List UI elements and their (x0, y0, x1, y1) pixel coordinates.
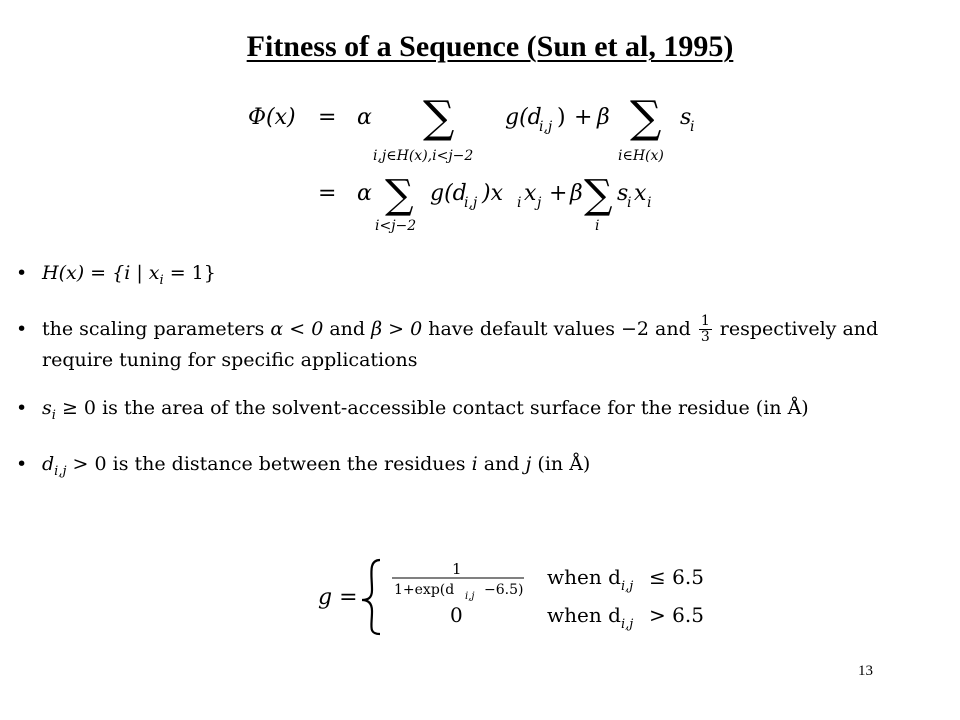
bullet-scaling-parameters (16, 314, 951, 376)
beta-1: β (597, 105, 610, 130)
s-term-1: s (680, 105, 692, 130)
left-brace (362, 560, 380, 634)
x-j-sub: j (537, 195, 542, 211)
beta-2: β (570, 181, 583, 206)
sum-symbol-3: ∑ (385, 172, 414, 218)
bullet-dot: • (16, 453, 28, 476)
equals-2: = (318, 181, 337, 206)
bullet-dot: • (16, 262, 28, 284)
when-2-sub: i,j (621, 617, 634, 632)
when-2: when d (547, 603, 621, 627)
sum-subscript-2: i∈H(x) (618, 148, 664, 164)
bullet-surface-area (16, 393, 951, 431)
sum-symbol-4: ∑ (584, 172, 613, 218)
g-term-1: g(d (505, 105, 542, 130)
plus-1: + (574, 105, 593, 130)
g-lhs: g = (318, 585, 358, 610)
bullet-dot: • (16, 397, 28, 420)
sum-subscript-3: i<j−2 (375, 218, 417, 234)
plus-2: + (549, 181, 568, 206)
bullet-h-definition (16, 258, 951, 296)
bullet-text: $d_{i,j} > 0$ is the distance between the residues i and j (in Å) (42, 453, 591, 479)
when-2-cond: > 6.5 (649, 603, 704, 627)
slide-title: Fitness of a Sequence (Sun et al, 1995) (246, 30, 734, 63)
bullet-distance (16, 449, 951, 487)
bullet-list (16, 258, 951, 505)
sum-symbol-1: ∑ (423, 92, 455, 143)
bullet-text: $s_i \ge 0$ is the area of the solvent-accessible contact surface for the residue (in Å) (42, 397, 809, 424)
s-term-1-sub: i (690, 119, 695, 135)
s-term-2-sub: i (627, 195, 632, 211)
alpha-1: α (357, 105, 372, 130)
sum-subscript-1: i,j∈H(x),i<j−2 (373, 148, 474, 164)
g-term-2-sub: i,j (464, 195, 478, 211)
when-1: when d (547, 565, 621, 589)
frac-denominator-tail: −6.5) (484, 582, 524, 598)
bullet-text: the scaling parameters α < 0 and β > 0 have default values −2 and $\frac{1}{3}$ respectively and require tuning for specific applications (42, 313, 879, 372)
when-1-cond: ≤ 6.5 (649, 565, 704, 589)
bullet-dot: • (16, 317, 28, 340)
s-term-2: s (617, 181, 629, 206)
x-i-sub: i (517, 195, 522, 211)
x-j: x (524, 181, 537, 206)
bullet-text: H(x) = {i | $x_i = 1$} (42, 262, 216, 288)
zero-case: 0 (450, 603, 463, 627)
alpha-2: α (357, 181, 372, 206)
equals-1: = (318, 105, 337, 130)
fitness-equation (0, 0, 960, 240)
sum-symbol-2: ∑ (630, 92, 662, 143)
page-number: 13 (858, 663, 873, 679)
g-term-2: g(d (430, 181, 467, 206)
one-third-fraction: $\frac{1}{3}$ (700, 313, 710, 346)
sum-subscript-4: i (595, 218, 600, 234)
g-term-2-close: )x (482, 181, 503, 206)
s-term-2-x: x (634, 181, 647, 206)
s-term-2-x-sub: i (647, 195, 652, 211)
g-term-1-sub: i,j (539, 119, 553, 135)
phi-lhs: Φ(x) (248, 105, 296, 130)
frac-numerator: 1 (452, 560, 462, 578)
frac-denominator-sub: i,j (465, 591, 475, 602)
frac-denominator: 1+exp(d (394, 582, 455, 598)
g-term-1-close: ) (557, 105, 566, 130)
when-1-sub: i,j (621, 579, 634, 594)
